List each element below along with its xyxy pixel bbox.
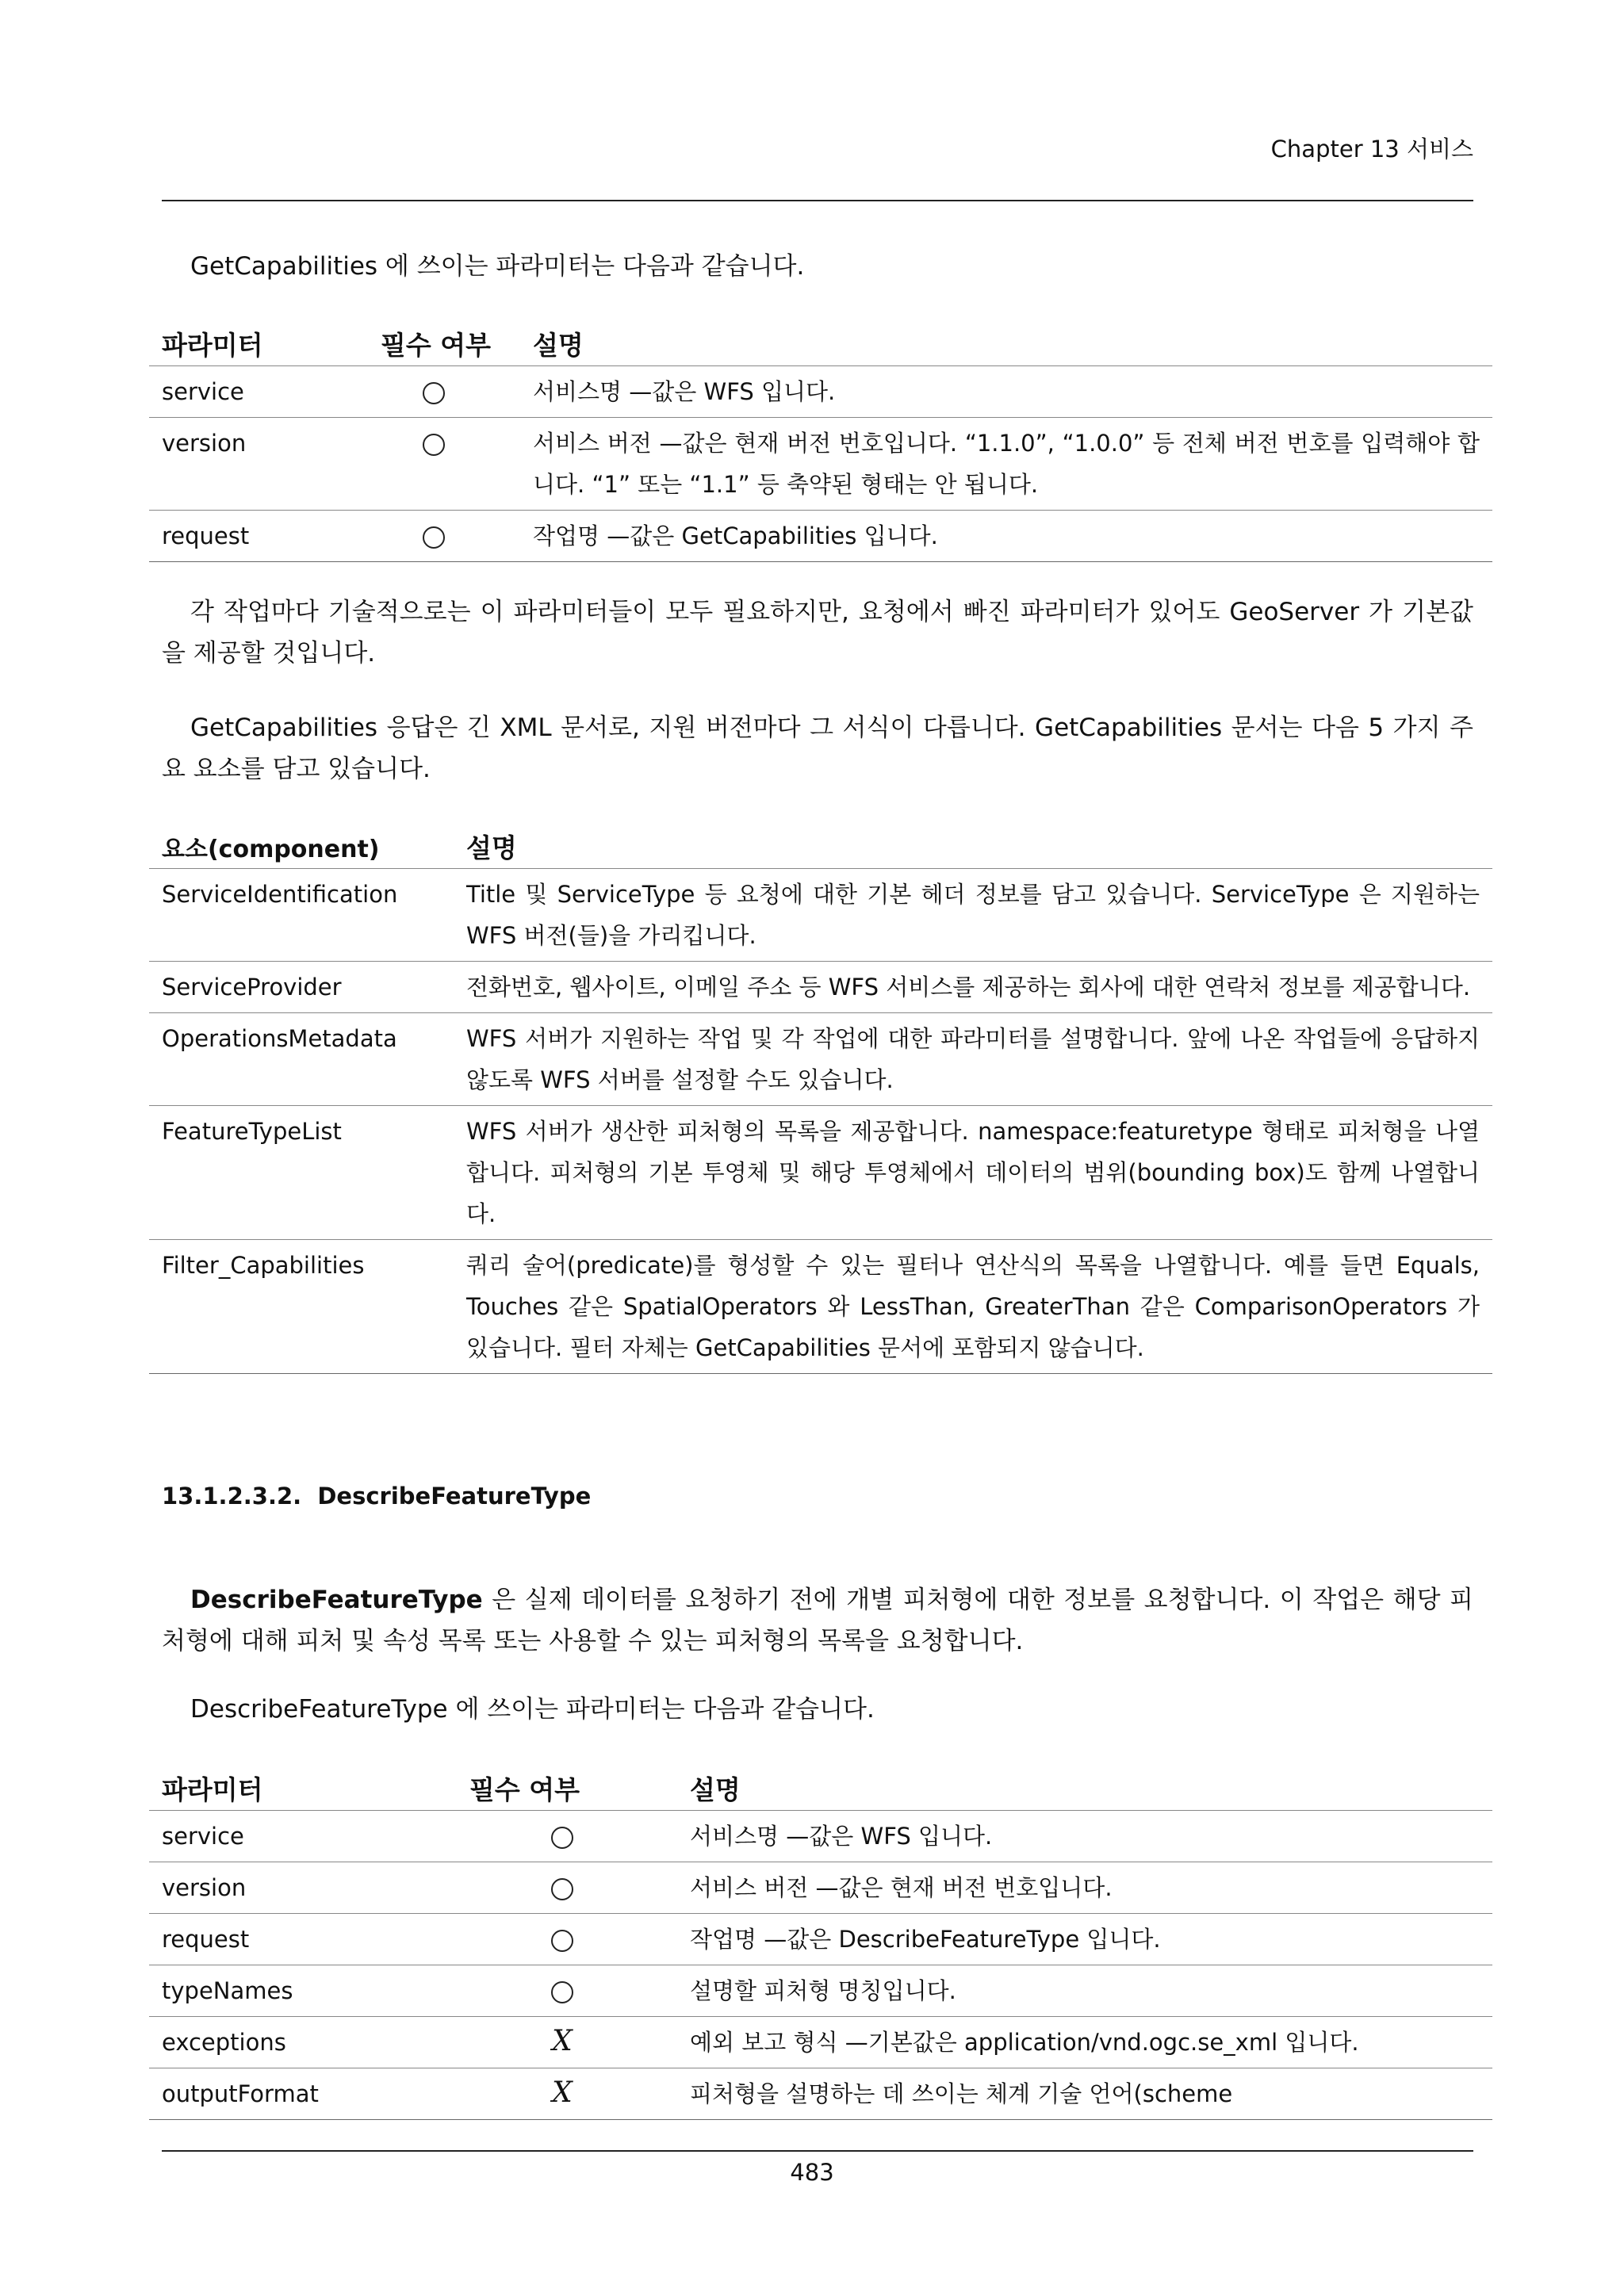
intro-paragraph-5: DescribeFeatureType 에 쓰이는 파라미터는 다음과 같습니다. (190, 1695, 875, 1724)
component-name: ServiceProvider (149, 962, 454, 1013)
table-row (149, 511, 1492, 562)
getcapabilities-components-table (149, 821, 1492, 1374)
component-name: ServiceIdentification (149, 869, 454, 962)
required-indicator (447, 1811, 677, 1862)
param-description: 서비스 버전 —값은 현재 버전 번호입니다. (677, 1862, 1492, 1914)
component-description: WFS 서버가 생산한 피처형의 목록을 제공합니다. namespace:featuretype 형태로 피처형을 나열합니다. 피처형의 기본 투영체 및 해당 투영체에서 데이터의 범위(bounding box)도 함께 나열합니다. (454, 1106, 1492, 1240)
component-description: 쿼리 술어(predicate)를 형성할 수 있는 필터나 연산식의 목록을 나열합니다. 예를 들면 Equals, Touches 같은 SpatialOperators 와 LessThan, GreaterThan 같은 ComparisonOperators 가 있습니다. 필터 자체는 GetCapabilities 문서에 포함되지 않습니다. (454, 1240, 1492, 1374)
running-header: Chapter 13 서비스 (1270, 136, 1473, 163)
param-name: exceptions (149, 2017, 447, 2068)
table-row (149, 2017, 1492, 2068)
table-row (149, 366, 1492, 418)
required-indicator (447, 1862, 677, 1914)
table-row (149, 1811, 1492, 1862)
page-number: 483 (790, 2159, 834, 2186)
required-indicator (447, 1914, 677, 1965)
header-rule (162, 200, 1473, 201)
required-circle-icon (423, 434, 445, 456)
intro-paragraph-1: GetCapabilities 에 쓰이는 파라미터는 다음과 같습니다. (190, 252, 805, 281)
getcapabilities-params-table (149, 319, 1492, 562)
param-description: 서비스 버전 —값은 현재 버전 번호입니다. “1.1.0”, “1.0.0” 등 전체 버전 번호를 입력해야 합니다. “1” 또는 “1.1” 등 축약된 형태는 안 됩니다. (520, 418, 1492, 511)
bold-term: DescribeFeatureType (190, 1586, 483, 1614)
required-indicator (347, 418, 520, 511)
param-description: 서비스명 —값은 WFS 입니다. (520, 366, 1492, 418)
table-row (149, 869, 1492, 962)
column-header: 필수 여부 (381, 330, 492, 361)
optional-indicator (447, 2017, 677, 2068)
table-row (149, 1965, 1492, 2017)
section-title: DescribeFeatureType (317, 1483, 592, 1510)
footer-rule (162, 2150, 1473, 2152)
param-name: request (149, 511, 347, 562)
required-circle-icon (551, 1878, 573, 1900)
param-description: 예외 보고 형식 —기본값은 application/vnd.ogc.se_xml 입니다. (677, 2017, 1492, 2068)
component-name: OperationsMetadata (149, 1013, 454, 1106)
param-name: outputFormat (149, 2068, 447, 2120)
param-name: typeNames (149, 1965, 447, 2017)
table-row (149, 2068, 1492, 2120)
component-description: 전화번호, 웹사이트, 이메일 주소 등 WFS 서비스를 제공하는 회사에 대한 연락처 정보를 제공합니다. (454, 962, 1492, 1013)
required-indicator (347, 366, 520, 418)
required-indicator (447, 1965, 677, 2017)
table-header-row (149, 319, 1492, 366)
body-paragraph-2: 각 작업마다 기술적으로는 이 파라미터들이 모두 필요하지만, 요청에서 빠진 파라미터가 있어도 GeoServer 가 기본값을 제공할 것입니다. (162, 598, 1473, 668)
describefeaturetype-params-table (149, 1763, 1492, 2120)
param-description: 서비스명 —값은 WFS 입니다. (677, 1811, 1492, 1862)
column-header: 파라미터 (162, 1774, 263, 1805)
param-name: version (149, 418, 347, 511)
param-name: version (149, 1862, 447, 1914)
table-row (149, 418, 1492, 511)
column-header: 설명 (533, 330, 584, 361)
param-name: service (149, 1811, 447, 1862)
table-header-row (149, 1763, 1492, 1811)
body-paragraph-3: GetCapabilities 응답은 긴 XML 문서로, 지원 버전마다 그 서식이 다릅니다. GetCapabilities 문서는 다음 5 가지 주요 요소를 담고 있습니다. (162, 714, 1473, 783)
required-circle-icon (551, 1981, 573, 2003)
body-paragraph-4 (162, 1579, 1473, 1662)
column-header: 설명 (690, 1774, 741, 1805)
required-circle-icon (423, 382, 445, 404)
param-name: service (149, 366, 347, 418)
required-circle-icon (423, 526, 445, 549)
table-row (149, 1914, 1492, 1965)
component-name: FeatureTypeList (149, 1106, 454, 1240)
table-row (149, 1013, 1492, 1106)
component-name: Filter_Capabilities (149, 1240, 454, 1374)
table-header-row (149, 821, 1492, 869)
optional-x-mark: X (552, 2076, 573, 2109)
required-circle-icon (551, 1827, 573, 1849)
section-number: 13.1.2.3.2. (162, 1483, 302, 1510)
table-row (149, 1240, 1492, 1374)
param-description: 작업명 —값은 GetCapabilities 입니다. (520, 511, 1492, 562)
optional-x-mark: X (552, 2025, 573, 2057)
optional-indicator (447, 2068, 677, 2120)
table-row (149, 1106, 1492, 1240)
paragraph-text: 은 실제 데이터를 요청하기 전에 개별 피처형에 대한 정보를 요청합니다. 이 작업은 해당 피처형에 대해 피처 및 속성 목록 또는 사용할 수 있는 피처형의 목록을 요청합니다. (162, 1586, 1473, 1655)
required-indicator (347, 511, 520, 562)
component-description: WFS 서버가 지원하는 작업 및 각 작업에 대한 파라미터를 설명합니다. 앞에 나온 작업들에 응답하지 않도록 WFS 서버를 설정할 수도 있습니다. (454, 1013, 1492, 1106)
column-header: 설명 (466, 832, 517, 863)
column-header: 파라미터 (162, 330, 263, 361)
param-name: request (149, 1914, 447, 1965)
param-description: 설명할 피처형 명칭입니다. (677, 1965, 1492, 2017)
column-header: 필수 여부 (469, 1774, 580, 1805)
table-row (149, 1862, 1492, 1914)
column-header: 요소(component) (162, 835, 380, 863)
required-circle-icon (551, 1930, 573, 1952)
component-description: Title 및 ServiceType 등 요청에 대한 기본 헤더 정보를 담고 있습니다. ServiceType 은 지원하는 WFS 버전(들)을 가리킵니다. (454, 869, 1492, 962)
param-description: 작업명 —값은 DescribeFeatureType 입니다. (677, 1914, 1492, 1965)
table-row (149, 962, 1492, 1013)
param-description: 피처형을 설명하는 데 쓰이는 체계 기술 언어(scheme (677, 2068, 1492, 2120)
section-heading (162, 1483, 591, 1510)
